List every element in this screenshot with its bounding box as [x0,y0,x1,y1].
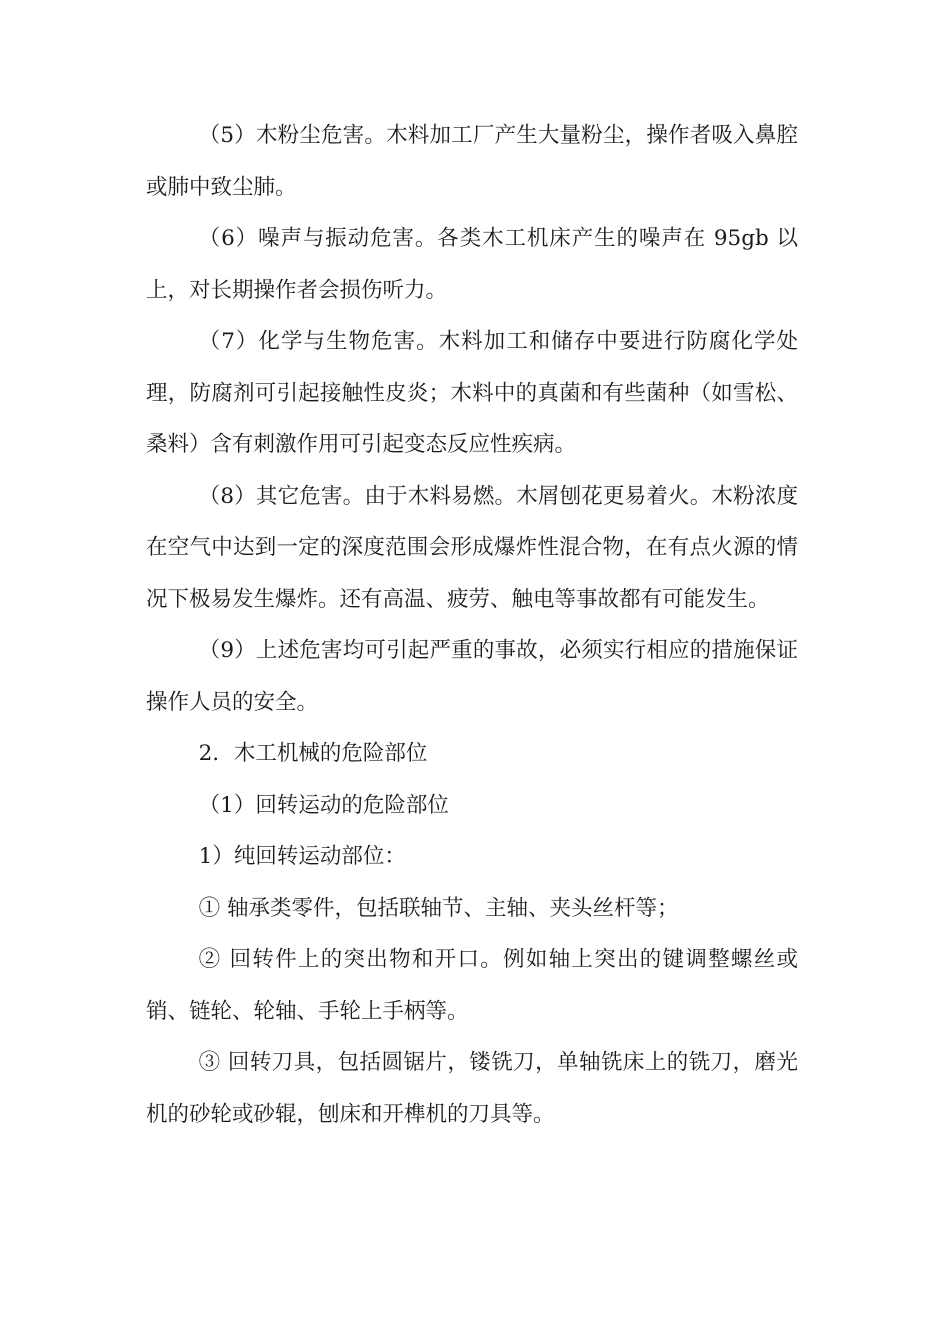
paragraph-safety-measures: （9）上述危害均可引起严重的事故，必须实行相应的措施保证操作人员的安全。 [146,638,798,715]
list-item-protrusions-openings: ② 回转件上的突出物和开口。例如轴上突出的键调整螺丝或销、链轮、轮轴、手轮上手柄等。 [146,947,798,1024]
subsection-heading-pure-rotary: 1）纯回转运动部位： [198,844,406,869]
paragraph-wood-dust-hazard: （5）木粉尘危害。木料加工厂产生大量粉尘，操作者吸入鼻腔或肺中致尘肺。 [146,123,798,200]
paragraph-chemical-biological-hazard: （7）化学与生物危害。木料加工和储存中要进行防腐化学处理，防腐剂可引起接触性皮炎；木料中的真菌和有些菌种（如雪松、桑料）含有刺激作用可引起变态反应性疾病。 [146,329,798,457]
subsection-heading-rotary-motion: （1）回转运动的危险部位 [198,792,449,818]
paragraph-other-hazards: （8）其它危害。由于木料易燃。木屑刨花更易着火。木粉浓度在空气中达到一定的深度范围会形成爆炸性混合物，在有点火源的情况下极易发生爆炸。还有高温、疲劳、触电等事故都有可能发生。 [146,483,798,612]
list-item-rotary-cutters: ③ 回转刀具，包括圆锯片，镂铣刀，单轴铣床上的铣刀，磨光机的砂轮或砂辊，刨床和开榫机的刀具等。 [146,1050,798,1127]
list-item-bearing-parts: ① 轴承类零件，包括联轴节、主轴、夹头丝杆等； [198,895,679,921]
section-heading-danger-zones: 2．木工机械的危险部位 [198,741,428,766]
document-body [146,110,798,1140]
paragraph-noise-vibration-hazard: （6）噪声与振动危害。各类木工机床产生的噪声在 95gb 以上，对长期操作者会损伤听力。 [146,226,798,303]
